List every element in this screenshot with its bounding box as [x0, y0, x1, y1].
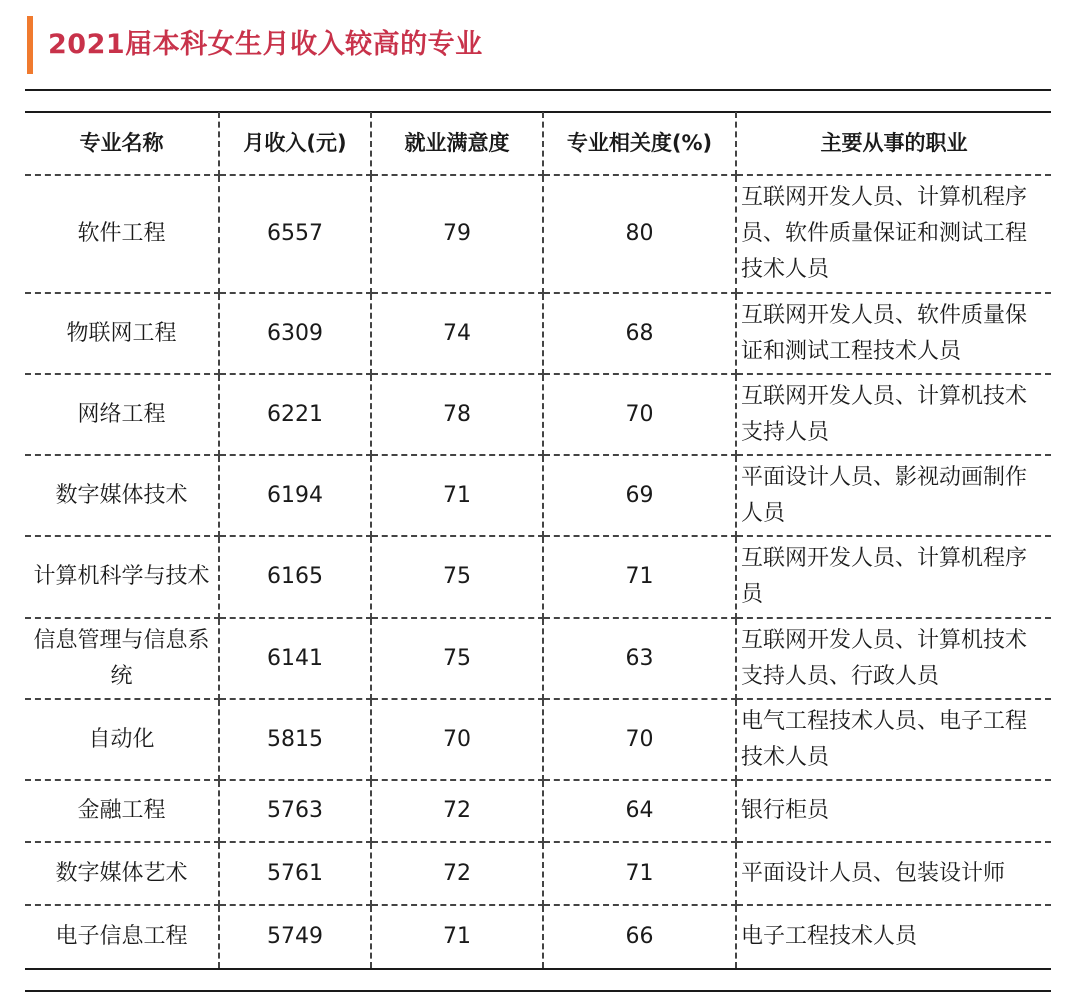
table-row [25, 175, 1051, 293]
jobs-cell: 电子工程技术人员 [741, 924, 918, 949]
table-header-row [25, 112, 1051, 175]
relevance-cell: 80 [543, 175, 736, 293]
major-cell: 数字媒体艺术 [25, 842, 219, 905]
table-row [25, 699, 1051, 780]
major-cell: 数字媒体技术 [25, 455, 219, 536]
relevance-cell: 68 [543, 293, 736, 374]
jobs-cell: 电气工程技术人员、电子工程技术人员 [736, 699, 1051, 780]
relevance-cell: 66 [543, 905, 736, 968]
income-table [25, 112, 1051, 968]
relevance-cell: 70 [543, 374, 736, 455]
relevance-cell: 70 [543, 699, 736, 780]
jobs-cell: 互联网开发人员、计算机程序员、软件质量保证和测试工程技术人员 [736, 175, 1051, 293]
income-cell: 6221 [219, 374, 371, 455]
jobs-cell: 平面设计人员、包装设计师 [736, 842, 1051, 905]
relevance-cell: 64 [543, 780, 736, 842]
major-cell: 金融工程 [25, 780, 219, 842]
major-cell: 软件工程 [25, 175, 219, 293]
income-cell: 5815 [219, 699, 371, 780]
jobs-cell: 互联网开发人员、软件质量保证和测试工程技术人员 [736, 293, 1051, 374]
table-row [25, 618, 1051, 699]
table-row [25, 842, 1051, 905]
table-row [25, 780, 1051, 842]
satisfaction-cell: 74 [371, 293, 543, 374]
income-cell: 6165 [219, 536, 371, 618]
satisfaction-cell: 75 [371, 536, 543, 618]
jobs-cell: 互联网开发人员、计算机程序员 [736, 536, 1051, 618]
satisfaction-cell: 78 [371, 374, 543, 455]
top-rule [25, 89, 1051, 91]
jobs-cell: 平面设计人员、影视动画制作人员 [736, 455, 1051, 536]
table-row [25, 455, 1051, 536]
page-title: 2021届本科女生月收入较高的专业 [48, 29, 483, 60]
header-relevance: 专业相关度(%) [543, 112, 736, 175]
satisfaction-cell: 72 [371, 780, 543, 842]
major-cell: 自动化 [25, 699, 219, 780]
income-cell: 5761 [219, 842, 371, 905]
major-cell: 信息管理与信息系统 [25, 618, 219, 699]
jobs-cell: 银行柜员 [736, 780, 1051, 842]
header-income: 月收入(元) [219, 112, 371, 175]
income-cell: 6141 [219, 618, 371, 699]
income-cell: 6309 [219, 293, 371, 374]
major-cell: 计算机科学与技术 [25, 536, 219, 618]
income-cell: 5763 [219, 780, 371, 842]
satisfaction-cell: 71 [371, 905, 543, 968]
header-jobs: 主要从事的职业 [736, 112, 1051, 175]
satisfaction-cell: 79 [371, 175, 543, 293]
table-row [25, 905, 1051, 968]
satisfaction-cell: 75 [371, 618, 543, 699]
satisfaction-cell: 70 [371, 699, 543, 780]
title-accent-bar [27, 16, 33, 74]
page-bottom-rule [25, 990, 1051, 992]
major-cell: 网络工程 [25, 374, 219, 455]
jobs-cell: 互联网开发人员、计算机技术支持人员 [736, 374, 1051, 455]
jobs-cell: 互联网开发人员、计算机技术支持人员、行政人员 [736, 618, 1051, 699]
income-cell: 6557 [219, 175, 371, 293]
table-bottom-rule [25, 968, 1051, 970]
table-row [25, 293, 1051, 374]
table-row [25, 374, 1051, 455]
relevance-cell: 71 [543, 842, 736, 905]
satisfaction-cell: 72 [371, 842, 543, 905]
table-row [25, 536, 1051, 618]
relevance-cell: 63 [543, 618, 736, 699]
income-cell: 6194 [219, 455, 371, 536]
major-cell: 电子信息工程 [25, 905, 219, 968]
relevance-cell: 69 [543, 455, 736, 536]
header-major: 专业名称 [25, 112, 219, 175]
income-cell: 5749 [219, 905, 371, 968]
relevance-cell: 71 [543, 536, 736, 618]
header-satisfaction: 就业满意度 [371, 112, 543, 175]
major-cell: 物联网工程 [25, 293, 219, 374]
satisfaction-cell: 71 [371, 455, 543, 536]
